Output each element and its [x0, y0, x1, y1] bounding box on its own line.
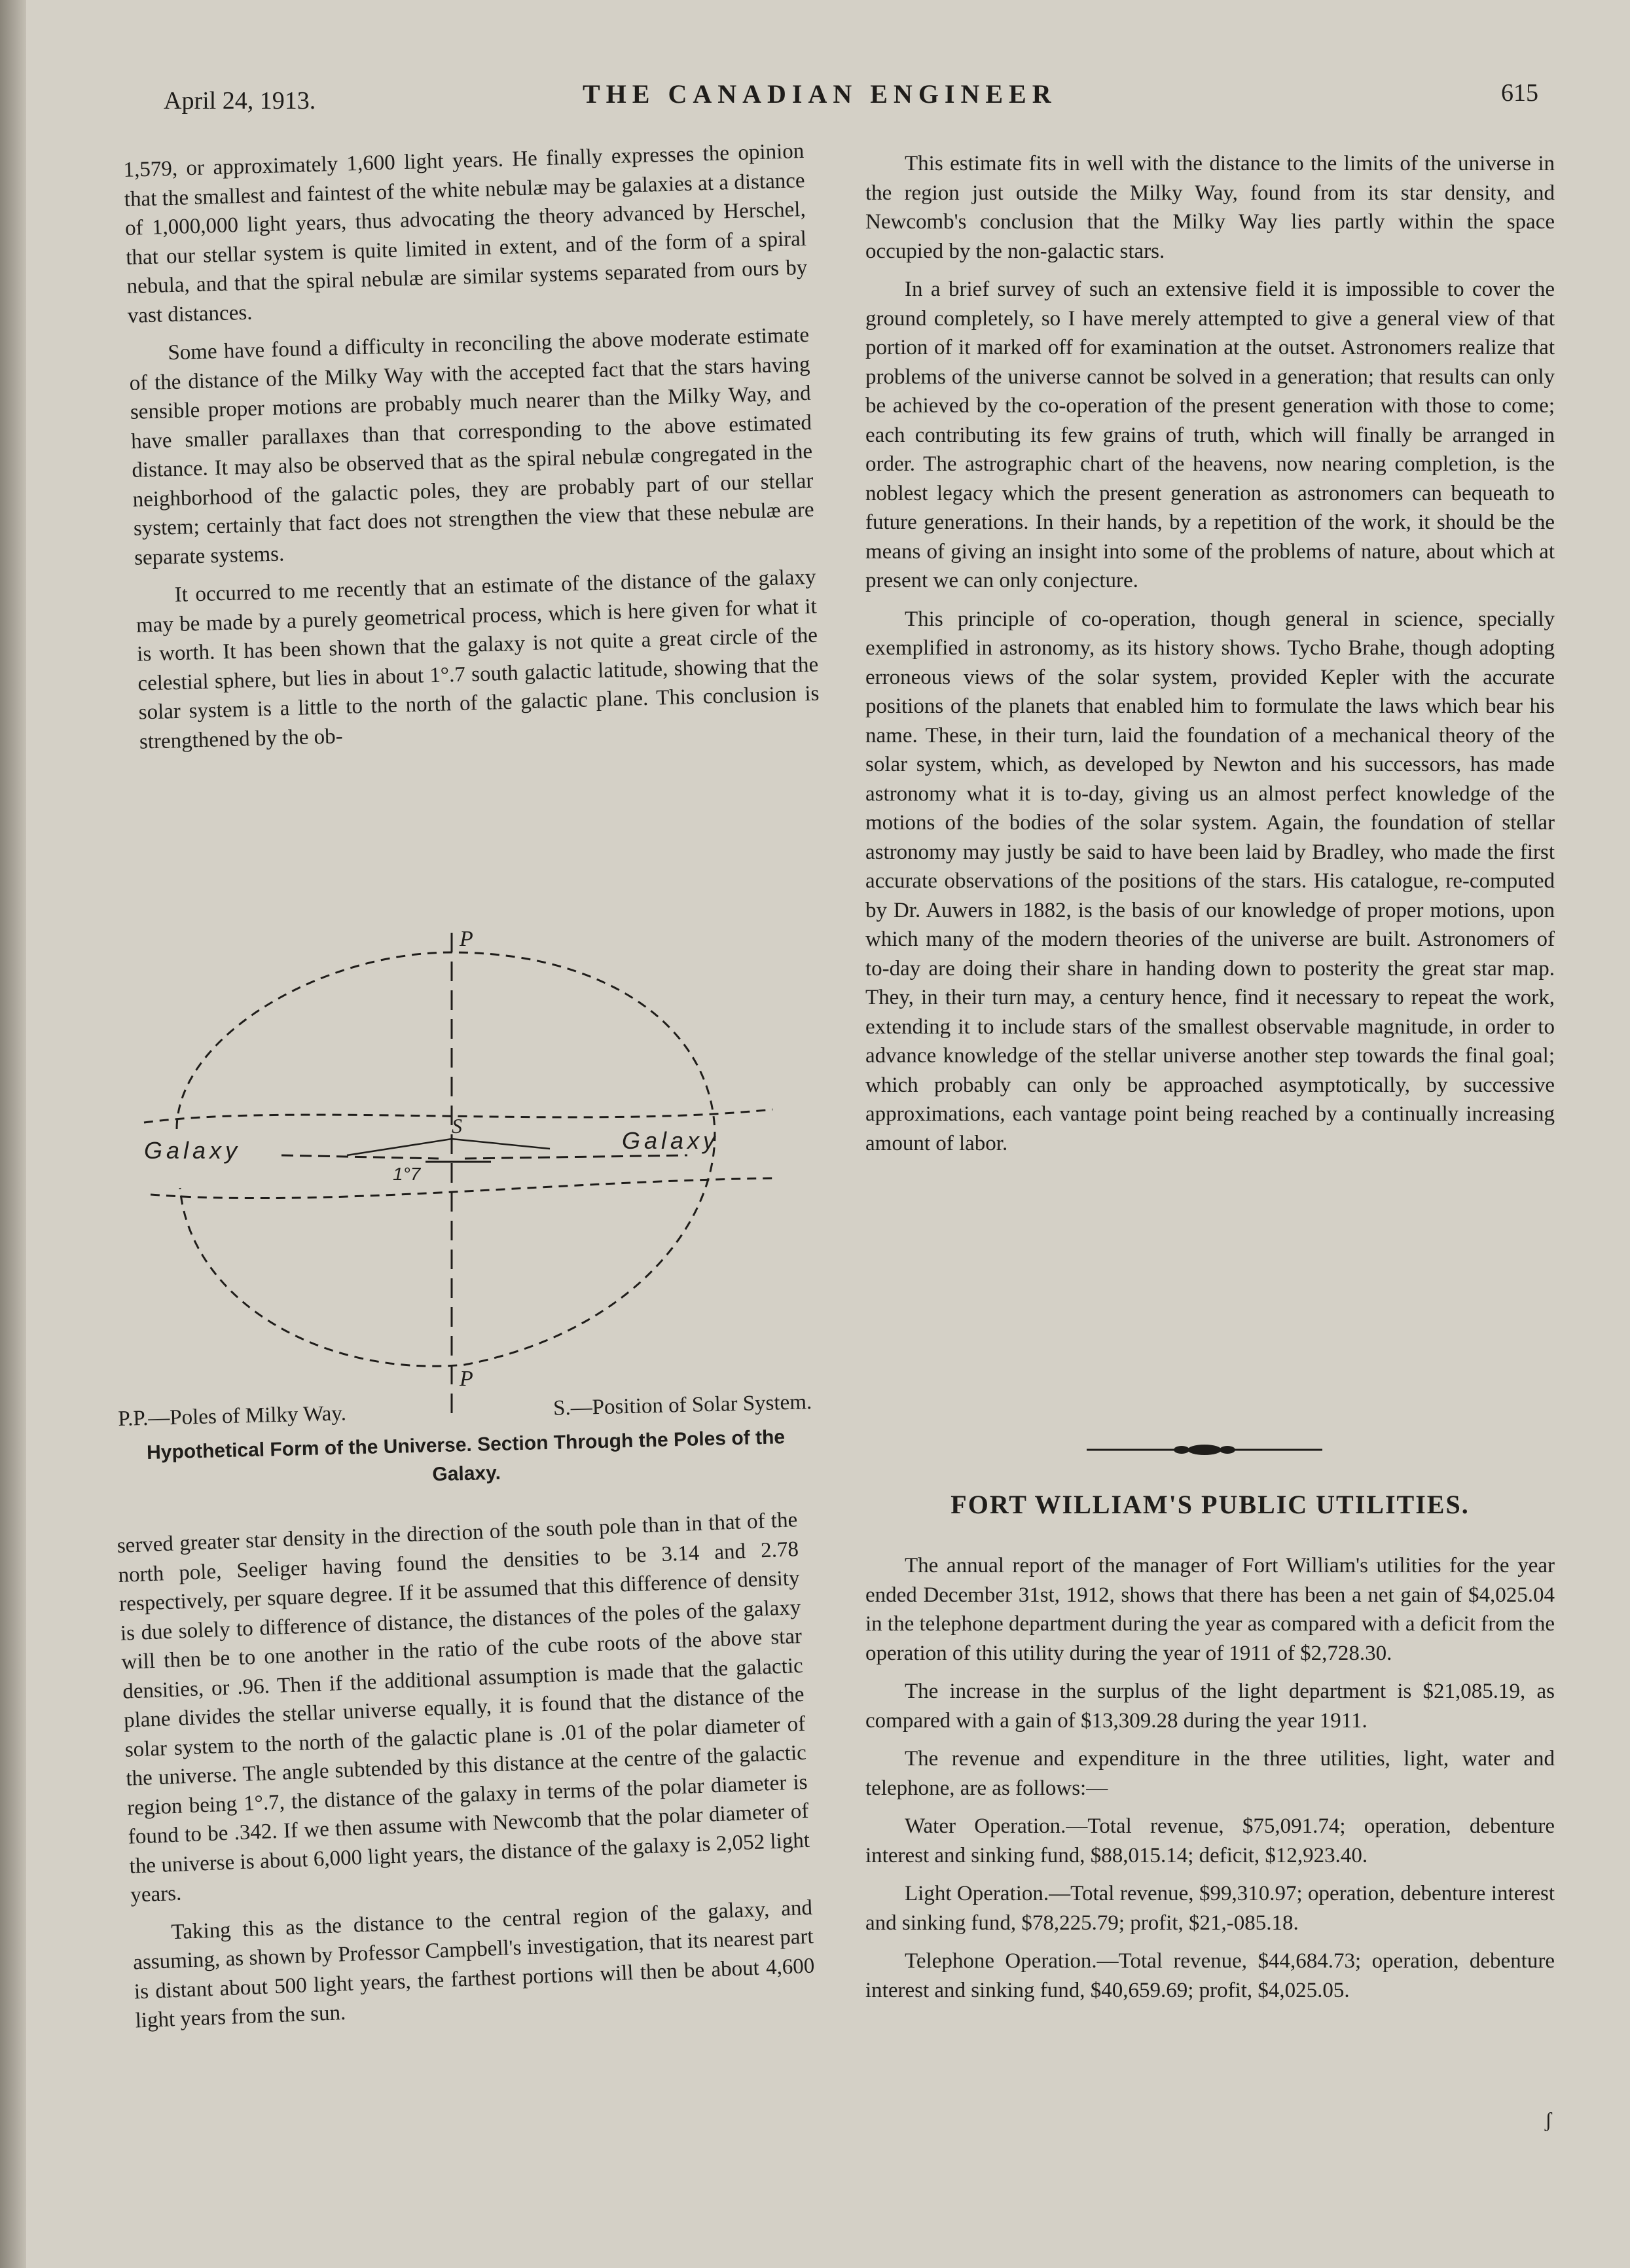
solar-system-label: S — [452, 1114, 462, 1138]
margin-mark: ʃ — [1545, 2108, 1552, 2131]
pole-label-top: P — [460, 927, 473, 951]
figure-caption — [118, 1390, 814, 1497]
paragraph: It occurred to me recently that an estimate of the distance of the galaxy may be made by a purely geometrical process, which is here given for what it is worth. It has been shown that the galaxy is not quite a great circle of the celestial sphere, but lies in about 1°.7 south galactic latitude, showing that the solar system is a little to the north of the galactic plane. This conclusion is strengthened by the ob- — [136, 565, 820, 754]
universe-outline — [177, 952, 715, 1366]
paragraph: Telephone Operation.—Total revenue, $44,684.73; operation, debenture interest and sinking fund, $40,659.69; profit, $4,025.05. — [865, 1949, 1555, 2002]
right-column — [865, 149, 1555, 1167]
section-body — [865, 1551, 1555, 2014]
paragraph: This estimate fits in well with the distance to the limits of the universe in the region just outside the Milky Way, found from its star density, and Newcomb's conclusion that the Milky Way lies partly within the space occupied by the non-galactic stars. — [865, 152, 1555, 263]
journal-title: THE CANADIAN ENGINEER — [583, 79, 1057, 109]
left-column-top — [123, 137, 821, 766]
galaxy-label-left: Galaxy — [144, 1137, 242, 1164]
galaxy-line-right — [465, 1155, 687, 1159]
universe-diagram — [124, 907, 812, 1450]
caption-poles: P.P.—Poles of Milky Way. — [118, 1401, 347, 1431]
galaxy-label-right: Galaxy — [622, 1127, 719, 1154]
angle-label: 1°7 — [393, 1164, 421, 1184]
paragraph: The increase in the surplus of the light department is $21,085.19, as compared with a gain of $13,309.28 during the year 1911. — [865, 1680, 1555, 1733]
issue-date: April 24, 1913. — [164, 87, 316, 115]
angle-arc — [347, 1139, 550, 1155]
paragraph: served greater star density in the direction of the south pole than in that of the north pole, Seeliger having found the densities to be 3.14 and 2.78 respectively, per square degree. If it be assumed that this difference of density is due solely to difference of distance, the distances of the poles of the galaxy will then be to one another in the ratio of the cube roots of the above star densities, or .96. Then if the additional assumption is made that the galactic plane divides the stellar universe equally, it is found that the distance of the solar system to the north of the galactic plane is .01 of the polar diameter of the universe. The angle subtended by this distance at the centre of the galactic region being 1°.7, the distance of the galaxy in terms of the polar diameter is found to be .342. If we then assume with Newcomb that the polar diameter of the universe is about 6,000 light years, the distance of the galaxy is 2,052 light years. — [117, 1508, 810, 1907]
paragraph: This principle of co-operation, though general in science, specially exemplified in astronomy, as its history shows. Tycho Brahe, though adopting erroneous views of the solar system, provided Kepler with the accurate positions of the planets that enabled him to formulate the laws which bear his name. These, in their turn, laid the foundation of a mechanical theory of the solar system, which, as developed by Newton and his successors, has made astronomy what it is to-day, giving us an almost perfect knowledge of the motions of the bodies of the solar system. Again, the foundation of stellar astronomy may justly be said to have been laid by Bradley, who made the first accurate observations of the positions of the stars. His catalogue, re-computed by Dr. Auwers in 1882, is the basis of our knowledge of proper motions, upon which many of the modern theories of the universe are built. Astronomers of to-day are doing their share in handing down to posterity the great star map. They, in their turn may, a century hence, find it necessary to repeat the work, extending it to include stars of the smallest observable magnitude, in order to advance knowledge of the stellar universe another step towards the final goal; which probably can only be approached asymptotically, by successive approximations, each vantage point being reached by a continually increasing amount of labor. — [865, 607, 1555, 1155]
ornamental-divider — [1087, 1440, 1322, 1460]
paragraph: In a brief survey of such an extensive field it is impossible to cover the ground completely, so I have merely attempted to give a general view of that portion of it marked off for examination at the outset. Astronomers realize that problems of the universe cannot be solved in a generation; that results can only be achieved by the co-operation of the present generation with those to come; each contributing its few grains of truth, which will finally be arranged in order. The astrographic chart of the heavens, now nearing completion, is the noblest legacy which the present generation as astronomers can bequeath to future generations. In their hands, by a repetition of the work, it should be the means of giving an insight into some of the problems of nature, about which at present we can only conjecture. — [865, 278, 1555, 592]
pole-label-bottom: P — [460, 1367, 473, 1391]
paragraph: Light Operation.—Total revenue, $99,310.97; operation, debenture interest and sinking fund, $78,225.79; profit, $21,-085.18. — [865, 1882, 1555, 1935]
paragraph: 1,579, or approximately 1,600 light years. He finally expresses the opinion that the smallest and faintest of the white nebulæ may be galaxies at a distance of 1,000,000 light years, thus advocating the theory advanced by Herschel, that our stellar system is quite limited in extent, and of the form of a spiral nebula, and that the spiral nebulæ are similar systems separated from ours by vast distances. — [123, 139, 808, 328]
galactic-plane-lower — [151, 1178, 772, 1198]
paragraph: The revenue and expenditure in the three utilities, light, water and telephone, are as follows:— — [865, 1747, 1555, 1800]
caption-title: Hypothetical Form of the Universe. Section Through the Poles of the Galaxy. — [146, 1426, 786, 1486]
paragraph: The annual report of the manager of Fort William's utilities for the year ended December 31st, 1912, shows that there has been a net gain of $4,025.04 in the telephone department during the year as compared with a deficit from the operation of this utility during the year of 1911 of $2,728.30. — [865, 1554, 1555, 1665]
paragraph: Some have found a difficulty in reconciling the above moderate estimate of the distance of the Milky Way with the accepted fact that the stars having sensible proper motions are probably much nearer than the Milky Way, and have smaller parallaxes than that corresponding to the above estimated distance. It may also be observed that as the spiral nebulæ congregated in the neighborhood of the galactic poles, they are probably part of our stellar system; certainly that fact does not strengthen the view that these nebulæ are separate systems. — [129, 323, 815, 570]
caption-solar-system: S.—Position of Solar System. — [552, 1390, 812, 1420]
paragraph: Water Operation.—Total revenue, $75,091.74; operation, debenture interest and sinking fund, $88,015.14; deficit, $12,923.40. — [865, 1814, 1555, 1867]
left-column-bottom — [117, 1505, 816, 2045]
page-header — [164, 79, 1538, 118]
paragraph: Taking this as the distance to the central region of the galaxy, and assuming, as shown by Professor Campbell's investigation, that its nearest part is distant about 500 light years, the farthest portions will then be about 4,600 light years from the sun. — [132, 1896, 815, 2033]
section-heading: FORT WILLIAM'S PUBLIC UTILITIES. — [951, 1490, 1470, 1519]
page-number: 615 — [1501, 79, 1538, 107]
binding-gutter — [0, 0, 26, 2268]
galaxy-line-left — [281, 1155, 439, 1159]
